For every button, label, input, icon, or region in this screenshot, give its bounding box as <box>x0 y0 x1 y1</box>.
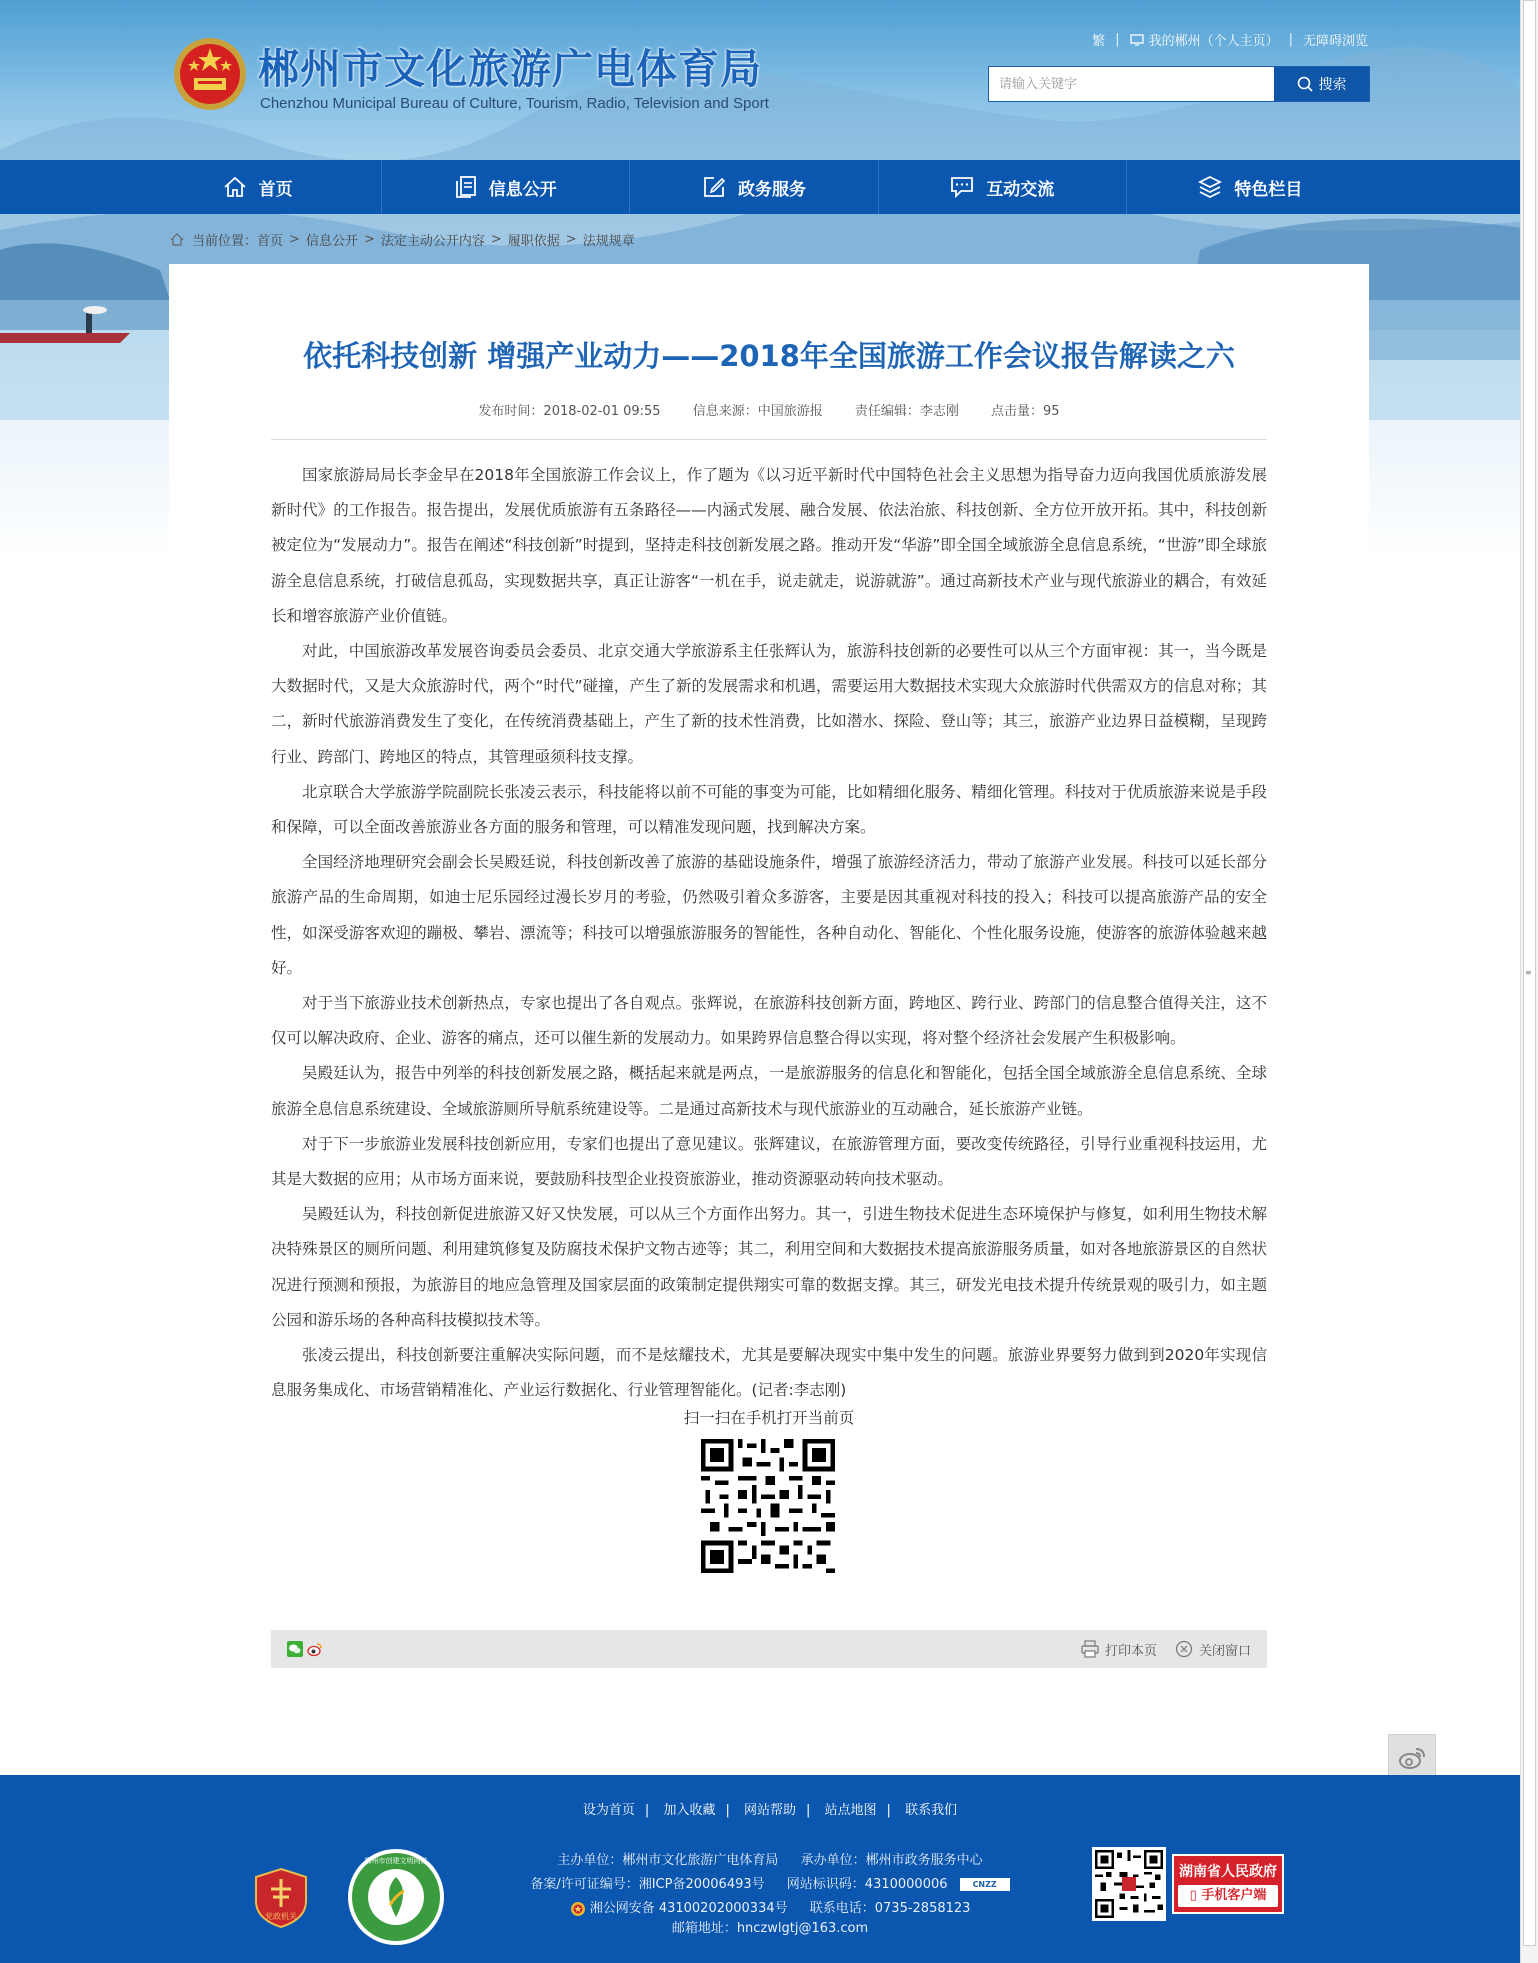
breadcrumb-separator: > <box>490 232 502 247</box>
breadcrumb-item[interactable]: 首页 <box>257 234 284 249</box>
article-meta <box>271 400 1267 440</box>
publish-time: 发布时间：2018-02-01 09:55 <box>478 404 661 419</box>
article-paragraph: 对此，中国旅游改革发展咨询委员会委员、北京交通大学旅游系主任张辉认为，旅游科技创新的必要性可以从三个方面审视：其一，当今既是大数据时代，又是大众旅游时代，两个“时代”碰撞，产生了新的发展需求和机遇，需要运用大数据技术实现大众旅游时代供需双方的信息对称；其二，新时代旅游消费发生了变化，在传统消费基础上，产生了新的技术性消费，比如潜水、探险、登山等；其三，旅游产业边界日益模糊，呈现跨行业、跨部门、跨地区的特点，其管理亟须科技支撑。 <box>271 642 1267 766</box>
site-footer <box>0 1775 1520 1963</box>
party-gov-badge-icon[interactable] <box>254 1867 308 1929</box>
site-subtitle: Chenzhou Municipal Bureau of Culture, Tourism, Radio, Television and Sport <box>260 95 769 112</box>
article-body <box>271 458 1267 1408</box>
top-link-separator: | <box>1115 32 1120 47</box>
qr-caption: 扫一扫在手机打开当前页 <box>683 1409 855 1427</box>
nav-item-label: 首页 <box>258 179 293 200</box>
site-header <box>0 0 1538 160</box>
site-code: 网站标识码：4310000006 <box>786 1877 948 1892</box>
site-title: 郴州市文化旅游广电体育局 <box>258 45 762 93</box>
document-icon <box>455 175 477 199</box>
breadcrumb-item[interactable]: 履职依据 <box>507 234 560 249</box>
scrollbar-grip-icon: ≡ <box>1525 968 1532 977</box>
nav-item-label: 信息公开 <box>488 179 557 200</box>
footer-link-separator: | <box>644 1803 650 1818</box>
close-window-label: 关闭窗口 <box>1198 1643 1251 1659</box>
search-button-label: 搜索 <box>1318 77 1347 93</box>
editor: 责任编辑：李志刚 <box>854 404 959 419</box>
organizer-unit: 承办单位：郴州市政务服务中心 <box>800 1853 983 1868</box>
breadcrumb-item[interactable]: 法规规章 <box>582 234 635 249</box>
top-link-separator: | <box>1288 32 1293 47</box>
app-badge-title: 湖南省人民政府 <box>1179 1864 1277 1880</box>
print-label: 打印本页 <box>1104 1643 1157 1659</box>
app-badge-subtitle <box>1178 1885 1278 1907</box>
breadcrumb-prefix: 当前位置： <box>192 234 258 249</box>
contact-us-link[interactable]: 联系我们 <box>905 1803 958 1818</box>
search-button[interactable] <box>1274 67 1369 101</box>
add-favorite-link[interactable]: 加入收藏 <box>663 1803 716 1818</box>
share-bar <box>271 1630 1267 1668</box>
article-paragraph: 国家旅游局局长李金早在2018年全国旅游工作会议上，作了题为《以习近平新时代中国特色社会主义思想为指导奋力迈向我国优质旅游发展新时代》的工作报告。报告提出，发展优质旅游有五条路径——内涵式发展、融合发展、依法治旅、科技创新、全方位开放开拓。其中，科技创新被定位为“发展动力”。报告在阐述“科技创新”时提到，坚持走科技创新发展之路。推动开发“华游”即全国全域旅游全息信息系统，“世游”即全球旅游全息信息系统，打破信息孤岛，实现数据共享，真正让游客“一机在手，说走就走，说游就游”。通过高新技术产业与现代旅游业的耦合，有效延长和增容旅游产业价值链。 <box>271 466 1267 625</box>
info-source: 信息来源：中国旅游报 <box>692 404 823 419</box>
mobile-phone-icon: ▯ <box>1189 1888 1197 1903</box>
nav-item-label: 政务服务 <box>738 179 806 200</box>
accessibility-link[interactable]: 无障碍浏览 <box>1302 34 1368 49</box>
hunan-gov-app-badge[interactable] <box>1172 1854 1284 1914</box>
home-icon <box>223 176 247 198</box>
search-icon <box>1297 76 1313 92</box>
set-homepage-link[interactable]: 设为首页 <box>582 1803 635 1818</box>
footer-link-separator: | <box>806 1803 811 1818</box>
police-record[interactable]: 湘公网安备 43100202000334号 <box>589 1901 788 1916</box>
close-window-button[interactable] <box>1175 1640 1251 1659</box>
article-paragraph: 全国经济地理研究会副会长吴殿廷说，科技创新改善了旅游的基础设施条件，增强了旅游经济活力，带动了旅游产业发展。科技可以延长部分旅游产品的生命周期，如迪士尼乐园经过漫长岁月的考验，仍然吸引着众多游客，主要是因其重视对科技的投入；科技可以提高旅游产品的安全性，如深受游客欢迎的蹦极、攀岩、漂流等；科技可以增强旅游服务的智能性，各种自动化、智能化、个性化服务设施，使游客的旅游体验越来越好。 <box>271 853 1267 977</box>
close-icon <box>1175 1640 1193 1658</box>
my-chenzhou-link[interactable]: 我的郴州（个人主页） <box>1148 34 1279 49</box>
footer-info <box>420 1851 1120 1939</box>
footer-link-separator: | <box>725 1803 730 1818</box>
footer-link-separator: | <box>886 1803 891 1818</box>
civilized-website-badge-text: 郴州市创建文明网站 <box>364 1857 428 1865</box>
article-title: 依托科技创新 增强产业动力——2018年全国旅游工作会议报告解读之六 <box>303 339 1235 373</box>
breadcrumb-item[interactable]: 法定主动公开内容 <box>380 234 485 249</box>
contact-email: 邮箱地址：hnczwlgtj@163.com <box>671 1921 869 1936</box>
sitemap-link[interactable]: 站点地图 <box>824 1803 877 1818</box>
main-nav <box>0 160 1520 214</box>
breadcrumb-separator: > <box>363 232 375 247</box>
nav-item-info-disclosure[interactable] <box>382 160 630 214</box>
click-count: 点击量：95 <box>991 404 1060 419</box>
layers-icon <box>1198 175 1222 199</box>
traditional-chinese-link[interactable]: 繁 <box>1092 34 1106 49</box>
qr-code-icon <box>701 1439 835 1573</box>
footer-links <box>0 1799 1538 1818</box>
breadcrumb-separator: > <box>289 232 300 247</box>
article-paragraph: 吴殿廷认为，科技创新促进旅游又好又快发展，可以从三个方面作出努力。其一，引进生物技术促进生态环境保护与修复，如利用生物技术解决特殊景区的厕所问题、利用建筑修复及防腐技术保护文物古迹等；其二，利用空间和大数据技术提高旅游服务质量，如对各地旅游景区的自然状况进行预测和预报，为旅游目的地应急管理及国家层面的政策制定提供翔实可靠的数据支撑。其三，研发光电技术提升传统景观的吸引力，如主题公园和游乐场的各种高科技模拟技术等。 <box>271 1205 1267 1329</box>
top-links <box>1092 30 1368 49</box>
contact-phone: 联系电话：0735-2858123 <box>809 1901 971 1916</box>
article-paragraph: 北京联合大学旅游学院副院长张凌云表示，科技能将以前不可能的事变为可能，比如精细化服务、精细化管理。科技对于优质旅游来说是手段和保障，可以全面改善旅游业各方面的服务和管理，可以精准发现问题，找到解决方案。 <box>271 782 1267 837</box>
nav-item-gov-services[interactable] <box>630 160 878 214</box>
chat-icon <box>950 176 974 198</box>
sponsor-unit: 主办单位：郴州市文化旅游广电体育局 <box>557 1853 779 1868</box>
printer-icon <box>1081 1640 1099 1658</box>
app-badge-subtitle-label: 手机客户端 <box>1201 1888 1267 1903</box>
nav-item-label: 特色栏目 <box>1234 179 1303 200</box>
breadcrumb <box>170 230 635 249</box>
article-paragraph: 吴殿廷认为，报告中列举的科技创新发展之路，概括起来就是两点，一是旅游服务的信息化和智能化，包括全国全域旅游全息信息系统、全球旅游全息信息系统建设、全域旅游厕所导航系统建设等。二是通过高新技术与现代旅游业的互动融合，延长旅游产业链。 <box>271 1064 1267 1118</box>
share-icons <box>287 1641 323 1657</box>
site-help-link[interactable]: 网站帮助 <box>743 1803 796 1818</box>
article-paragraph: 对于当下旅游业技术创新热点，专家也提出了各自观点。张辉说，在旅游科技创新方面，跨地区、跨行业、跨部门的信息整合值得关注，这不仅可以解决政府、企业、游客的痛点，还可以催生新的发展动力。如果跨界信息整合得以实现，将对整个经济社会发展产生积极影响。 <box>271 994 1267 1048</box>
article-container <box>169 264 1369 1724</box>
home-icon <box>170 233 184 246</box>
weibo-icon <box>1398 1746 1426 1770</box>
breadcrumb-item[interactable]: 信息公开 <box>305 234 358 249</box>
national-emblem-icon <box>172 34 248 114</box>
police-badge-icon <box>570 1901 586 1917</box>
nav-item-interaction[interactable] <box>879 160 1127 214</box>
article-actions <box>1081 1640 1251 1659</box>
wechat-share-icon[interactable] <box>287 1641 303 1657</box>
monitor-icon <box>1130 34 1144 46</box>
article-paragraph: 张凌云提出，科技创新要注重解决实际问题，而不是炫耀技术，尤其是要解决现实中集中发生的问题。旅游业界要努力做到到2020年实现信息服务集成化、市场营销精准化、产业运行数据化、行业管理智能化。(记者:李志刚) <box>271 1346 1267 1400</box>
nav-item-label: 互动交流 <box>986 179 1055 200</box>
print-button[interactable] <box>1081 1640 1157 1659</box>
breadcrumb-separator: > <box>565 232 577 247</box>
cnzz-stat-icon[interactable]: CNZZ <box>960 1878 1010 1891</box>
search-box <box>988 66 1370 102</box>
party-gov-badge-text: 党政机关 <box>265 1912 297 1921</box>
nav-item-featured[interactable] <box>1127 160 1374 214</box>
icp-number[interactable]: 备案/许可证编号：湘ICP备20006493号 <box>530 1877 765 1892</box>
edit-icon <box>702 175 726 199</box>
article-paragraph: 对于下一步旅游业发展科技创新应用，专家们也提出了意见建议。张辉建议，在旅游管理方面，要改变传统路径，引导行业重视科技运用，尤其是大数据的应用；从市场方面来说，要鼓励科技型企业投资旅游业，推动资源驱动转向技术驱动。 <box>271 1134 1267 1189</box>
search-input[interactable] <box>989 67 1274 101</box>
nav-item-home[interactable] <box>134 160 382 214</box>
page-scrollbar[interactable] <box>1520 0 1538 1963</box>
footer-qr-code-icon <box>1092 1847 1166 1921</box>
weibo-share-icon[interactable] <box>307 1641 323 1657</box>
